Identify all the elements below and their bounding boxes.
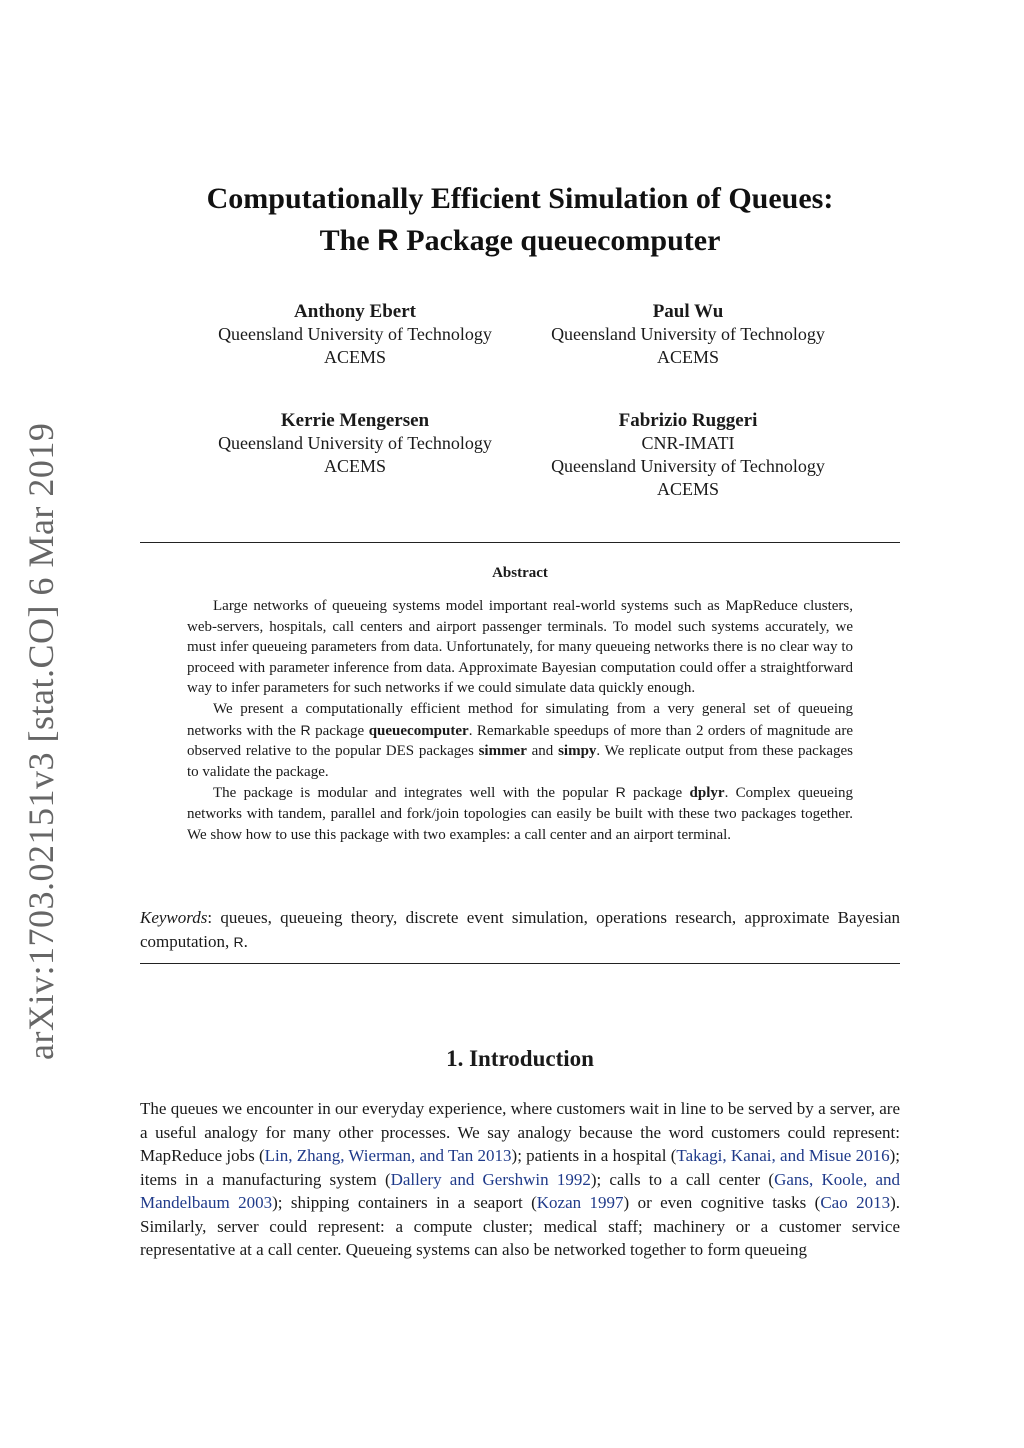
package-name: simpy xyxy=(558,743,597,760)
body-text: ); patients in a hospital ( xyxy=(511,1146,677,1165)
author-name: Paul Wu xyxy=(652,301,724,322)
body-text: ); shipping containers in a seaport ( xyxy=(272,1193,537,1212)
author-affiliation: ACEMS xyxy=(656,479,719,499)
abstract-heading: Abstract xyxy=(492,565,548,581)
abstract-paragraph: Large networks of queueing systems model important real-world systems such as MapReduce clusters, web-servers, hospitals, call centers and airport passenger terminals. To model such systems accurately, we must infer queueing parameters from data. Unfortunately, for many queueing networks there is no clear way to proceed with parameter inference from data. Approximate Bayesian computation could offer a straightforward way to infer parameters for such networks if we could simulate data quickly enough. xyxy=(187,598,853,697)
r-language-name: R xyxy=(300,721,311,738)
keywords-text: : queues, queueing theory, discrete event simulation, operations research, approximate Bayesian computation, xyxy=(140,908,900,951)
body-text: ) or even cognitive tasks ( xyxy=(623,1193,821,1212)
title-line-2 xyxy=(140,220,900,262)
title-line-1: Computationally Efficient Simulation of Queues: xyxy=(206,182,834,215)
keywords-end: . xyxy=(243,932,248,951)
author-block xyxy=(190,409,520,478)
abstract-text: . Remarkable speedups of more than 2 orders of magnitude are observed relative to the popular DES packages xyxy=(187,722,853,760)
r-language-name: R xyxy=(377,224,399,257)
author-affiliation: ACEMS xyxy=(323,347,386,367)
citation-link[interactable]: Takagi, Kanai, and Misue 2016 xyxy=(676,1146,890,1165)
abstract-text: We present a computationally efficient method for simulating from a very general set of queueing networks with the xyxy=(187,700,853,739)
citation-link[interactable]: Kozan 1997 xyxy=(536,1193,624,1212)
author-affiliation: Queensland University of Technology xyxy=(218,433,492,453)
body-text: ); calls to a call center ( xyxy=(590,1169,775,1189)
paper-title xyxy=(140,178,900,262)
abstract-text: package xyxy=(625,785,690,802)
body-text: ); items in a manufacturing system ( xyxy=(140,1146,900,1189)
author-name: Anthony Ebert xyxy=(294,301,416,322)
author-affiliation: Queensland University of Technology xyxy=(551,324,825,344)
package-name: queuecomputer xyxy=(368,722,469,739)
horizontal-rule xyxy=(140,542,900,543)
author-block xyxy=(190,300,520,369)
citation-link[interactable]: Dallery and Gershwin 1992 xyxy=(390,1169,591,1189)
abstract-text: and xyxy=(526,743,559,760)
abstract-text: The package is modular and integrates well with the popular xyxy=(213,785,616,802)
author-affiliation: Queensland University of Technology xyxy=(218,324,492,344)
package-name: simmer xyxy=(478,743,527,760)
author-affiliation: ACEMS xyxy=(656,347,719,367)
abstract-text: . We replicate output from these packages to validate the package. xyxy=(187,743,853,780)
author-affiliation: Queensland University of Technology xyxy=(551,456,825,476)
author-block xyxy=(523,409,853,501)
citation-link[interactable]: Lin, Zhang, Wierman, and Tan 2013 xyxy=(264,1146,512,1165)
author-affiliation: ACEMS xyxy=(323,456,386,476)
citation-link[interactable]: Gans, Koole, and Mandelbaum 2003 xyxy=(140,1169,900,1212)
keywords-line xyxy=(140,906,900,954)
package-name: dplyr xyxy=(689,785,725,802)
r-language-name: R xyxy=(615,784,626,801)
author-name: Fabrizio Ruggeri xyxy=(618,410,758,431)
keywords-label: Keywords xyxy=(140,908,208,927)
title-text: The xyxy=(319,224,378,257)
package-name: queuecomputer xyxy=(520,224,721,257)
author-name: Kerrie Mengersen xyxy=(280,410,430,431)
author-affiliation: CNR-IMATI xyxy=(641,433,735,453)
r-language-name: R xyxy=(233,934,244,950)
section-heading-introduction: 1. Introduction xyxy=(446,1046,594,1071)
body-text: ). Similarly, server could represent: a compute cluster; medical staff; machinery or a customer service representative at a call center. Queueing systems can also be networked together to form queueing xyxy=(140,1193,901,1259)
abstract-paragraph xyxy=(187,699,853,782)
title-text: Package xyxy=(398,224,521,257)
arxiv-identifier-stamp: arXiv:1703.02151v3 [stat.CO] 6 Mar 2019 xyxy=(21,422,61,1060)
horizontal-rule xyxy=(140,963,900,964)
abstract-paragraph xyxy=(187,782,853,845)
body-text: The queues we encounter in our everyday experience, where customers wait in line to be served by a server, are a useful analogy for many other processes. We say analogy because the word customers could represent: MapReduce jobs ( xyxy=(140,1099,900,1165)
abstract-text: . Complex queueing networks with tandem, parallel and fork/join topologies can easily be built with these two packages together. We show how to use this package with two examples: a call center and an airport terminal. xyxy=(187,785,853,843)
abstract-text: package xyxy=(310,722,369,739)
introduction-paragraph xyxy=(140,1097,900,1262)
author-block xyxy=(523,300,853,369)
abstract-body xyxy=(187,596,853,845)
citation-link[interactable]: Cao 2013 xyxy=(820,1193,891,1212)
